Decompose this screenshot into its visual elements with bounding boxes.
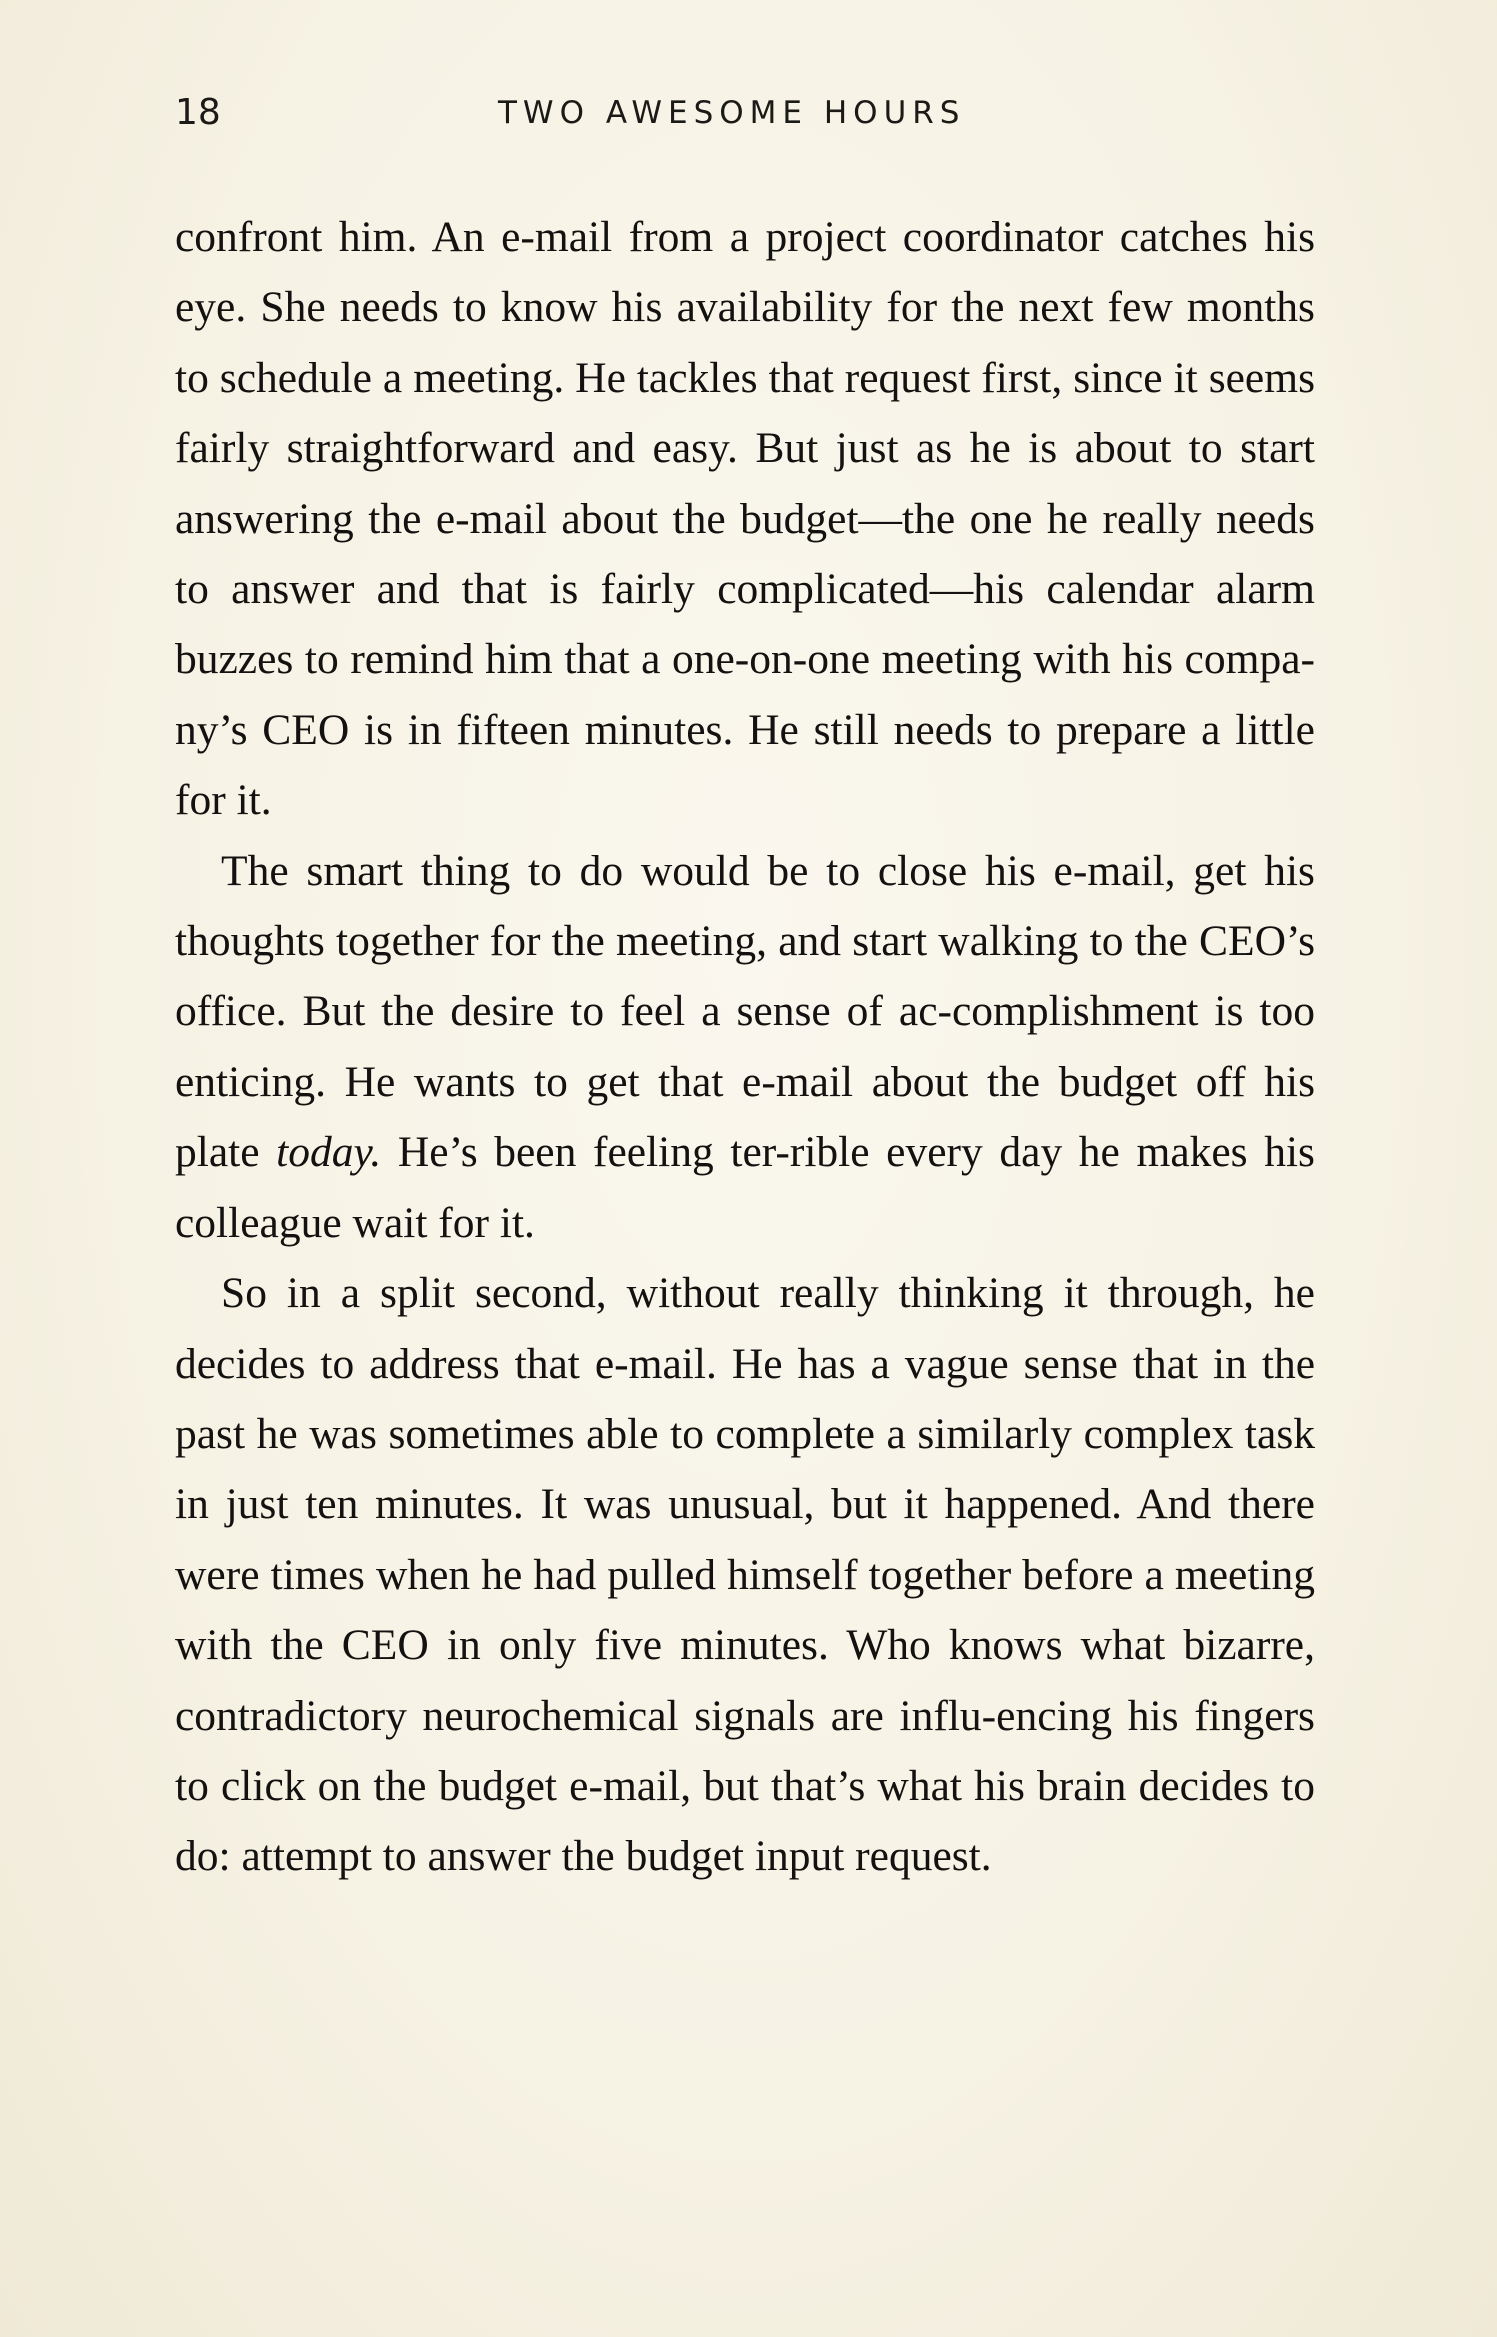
paragraph-3: So in a split second, without really thinking it through, he decides to address that e-mail. He has a vague sense that in the past he was sometimes able to complete a similarly complex task in just ten minutes. It was unusual, but it happened. And there were times when he had pulled himself together before a meeting with the CEO in only five minutes. Who knows what bizarre, contradictory neurochemical signals are influ-encing his fingers to click on the budget e-mail, but that’s what his brain decides to do: attempt to answer the budget input request. (175, 1269, 1315, 1881)
paragraph-2-start: The smart thing to do would be to close his e-mail, get his thoughts together for the meeting, and start walking to the CEO’s office. But the desire to feel a sense of ac-complishment is too enticing. He wants to get that e-mail about the budget off his plate (175, 846, 1315, 1177)
running-head (175, 88, 1315, 138)
paragraph-1: confront him. An e-mail from a project coordinator catches his eye. She needs to know his availability for the next few months to schedule a meeting. He tackles that request first, since it seems fairly straightforward and easy. But just as he is about to start answering the e-mail about the budget—the one he really needs to answer and that is fairly complicated—his calendar alarm buzzes to remind him that a one-on-one meeting with his compa-ny’s CEO is in fifteen minutes. He still needs to prepare a little for it. (175, 213, 1315, 825)
page-number: 18 (175, 92, 221, 133)
paragraph-2 (175, 836, 1315, 1258)
body-text (175, 202, 1315, 1892)
running-title: TWO AWESOME HOURS (498, 95, 966, 131)
paragraph-2-end: He’s been feeling ter-rible every day he makes his colleague wait for it. (175, 1128, 1315, 1247)
emphasis-today: today. (276, 1128, 382, 1177)
